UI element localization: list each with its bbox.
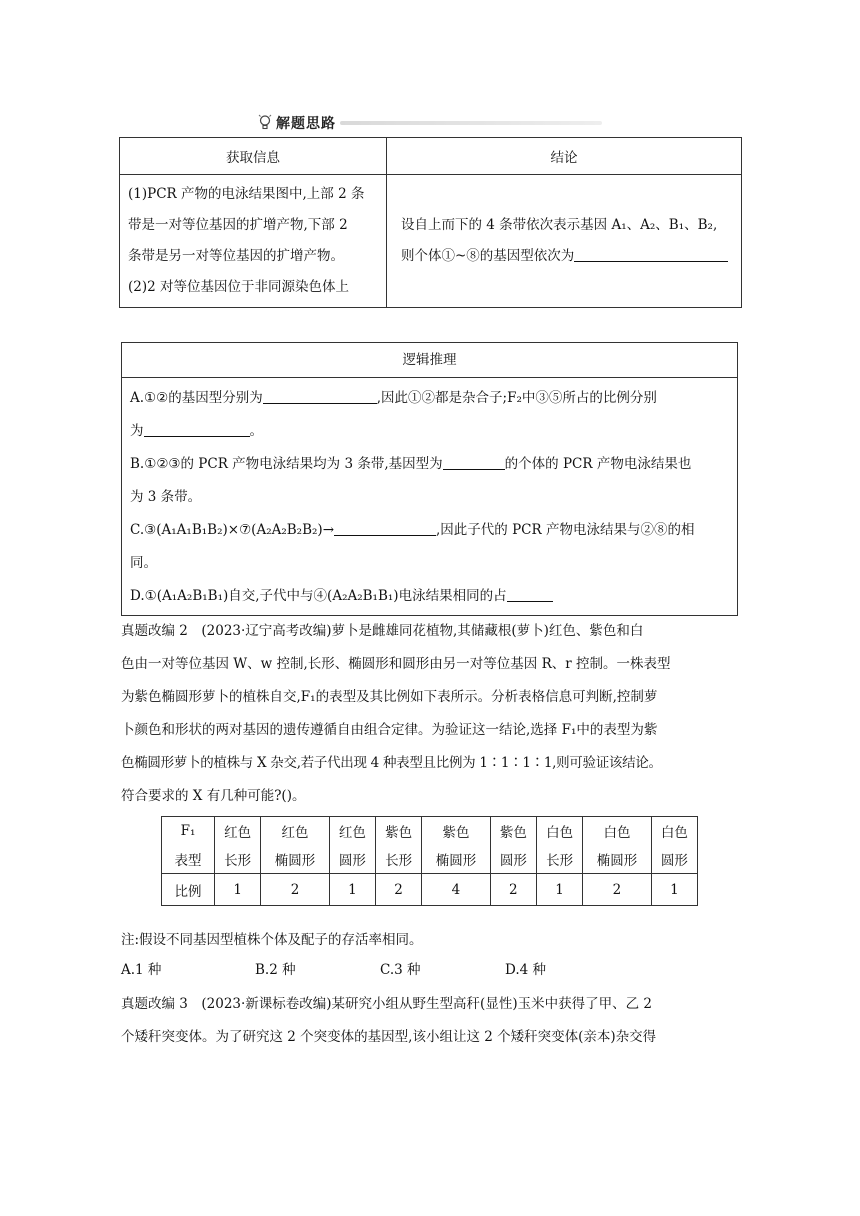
row-header: F₁ <box>162 817 215 846</box>
answer-blank[interactable] <box>263 389 377 404</box>
question-line: 个矮秆突变体。为了研究这 2 个突变体的基因型,该小组让这 2 个矮秆突变体(亲本)杂交得 <box>121 1029 657 1045</box>
color-cell: 红色 <box>215 817 261 846</box>
ratio-table-shape-row <box>162 845 698 874</box>
ratio-cell: 1 <box>651 874 697 906</box>
question-3 <box>121 988 739 1054</box>
logic-item-b-cont: 为 3 条带。 <box>130 489 202 505</box>
info-line: (2)2 对等位基因位于非同源染色体上 <box>128 279 350 295</box>
conclusion-cell <box>387 175 742 308</box>
shape-cell: 长形 <box>375 845 421 874</box>
answer-options <box>121 958 546 978</box>
logic-text: ,因此①②都是杂合子;F₂中③⑤所占的比例分别 <box>376 390 657 406</box>
shape-cell: 长形 <box>215 845 261 874</box>
answer-blank[interactable] <box>507 587 553 602</box>
color-cell: 白色 <box>536 817 582 846</box>
logic-box-body <box>122 378 737 615</box>
logic-text: ,因此子代的 PCR 产物电泳结果与②⑧的相 <box>436 522 695 538</box>
question-line: 色由一对等位基因 W、w 控制,长形、椭圆形和圆形由另一对等位基因 R、r 控制。一株表型 <box>121 656 671 672</box>
info-table-header-row <box>120 138 742 175</box>
question-line: 为紫色椭圆形萝卜的植株自交,F₁的表型及其比例如下表所示。分析表格信息可判断,控制萝 <box>121 689 658 705</box>
answer-blank[interactable] <box>443 455 505 470</box>
logic-item-c-cont: 同。 <box>130 555 157 571</box>
question-line: 色椭圆形萝卜的植株与 X 杂交,若子代出现 4 种表型且比例为 1∶1∶1∶1,则可验证该结论。 <box>121 755 662 771</box>
ratio-cell: 1 <box>215 874 261 906</box>
logic-text: D.①(A₁A₂B₁B₁)自交,子代中与④(A₂A₂B₁B₁)电泳结果相同的占 <box>130 588 507 604</box>
ratio-table-color-row <box>162 817 698 846</box>
logic-text: 。 <box>249 423 263 439</box>
color-cell: 紫色 <box>375 817 421 846</box>
option-b[interactable]: B.2 种 <box>255 962 296 978</box>
color-cell: 白色 <box>651 817 697 846</box>
question-2 <box>121 615 739 813</box>
info-table <box>119 137 742 308</box>
section-title: 解题思路 <box>276 116 336 132</box>
section-divider <box>340 121 602 125</box>
logic-item-d <box>130 580 727 613</box>
logic-text: A.①②的基因型分别为 <box>130 390 263 406</box>
logic-item-a-cont <box>130 415 727 448</box>
lightbulb-icon <box>258 114 272 132</box>
color-cell: 白色 <box>583 817 652 846</box>
row-header: 表型 <box>162 845 215 874</box>
logic-text: 的个体的 PCR 产物电泳结果也 <box>504 456 692 472</box>
ratio-table-ratio-row <box>162 874 698 906</box>
logic-text: 为 <box>130 423 144 439</box>
shape-cell: 椭圆形 <box>583 845 652 874</box>
info-cell <box>120 175 387 308</box>
ratio-cell: 1 <box>536 874 582 906</box>
info-line: 带是一对等位基因的扩增产物,下部 2 <box>128 217 348 233</box>
row-header: 比例 <box>162 874 215 906</box>
logic-box-title: 逻辑推理 <box>122 343 737 378</box>
option-d[interactable]: D.4 种 <box>505 962 547 978</box>
note: 注:假设不同基因型植株个体及配子的存活率相同。 <box>121 932 423 948</box>
ratio-cell: 4 <box>422 874 491 906</box>
shape-cell: 圆形 <box>329 845 375 874</box>
question-line: 卜颜色和形状的两对基因的遗传遵循自由组合定律。为验证这一结论,选择 F₁中的表型为紫 <box>121 722 658 738</box>
answer-blank[interactable] <box>574 247 728 262</box>
option-a[interactable]: A.1 种 <box>121 962 162 978</box>
conclusion-header: 结论 <box>387 138 742 175</box>
ratio-table <box>161 816 698 906</box>
conclusion-line: 设自上而下的 4 条带依次表示基因 A₁、A₂、B₁、B₂, <box>401 217 718 233</box>
info-table-row <box>120 175 742 308</box>
color-cell: 紫色 <box>422 817 491 846</box>
ratio-cell: 2 <box>490 874 536 906</box>
question-line: 符合要求的 X 有几种可能?()。 <box>121 788 306 804</box>
question-line: 真题改编 2 (2023·辽宁高考改编)萝卜是雌雄同花植物,其储藏根(萝卜)红色、紫色和白 <box>121 623 644 639</box>
ratio-cell: 2 <box>375 874 421 906</box>
question-line: 真题改编 3 (2023·新课标卷改编)某研究小组从野生型高秆(显性)玉米中获得了甲、乙 2 <box>121 996 652 1012</box>
logic-item-a <box>130 382 727 415</box>
info-line: 条带是另一对等位基因的扩增产物。 <box>128 248 344 264</box>
shape-cell: 椭圆形 <box>261 845 330 874</box>
shape-cell: 椭圆形 <box>422 845 491 874</box>
info-line: (1)PCR 产物的电泳结果图中,上部 2 条 <box>128 186 365 202</box>
shape-cell: 圆形 <box>651 845 697 874</box>
section-badge <box>258 112 336 134</box>
logic-text: C.③(A₁A₁B₁B₂)×⑦(A₂A₂B₂B₂)→ <box>130 522 335 538</box>
conclusion-text: 则个体①~⑧的基因型依次为 <box>401 248 575 264</box>
option-c[interactable]: C.3 种 <box>380 962 421 978</box>
logic-item-b <box>130 448 727 481</box>
info-header: 获取信息 <box>120 138 387 175</box>
ratio-cell: 2 <box>583 874 652 906</box>
ratio-cell: 1 <box>329 874 375 906</box>
shape-cell: 圆形 <box>490 845 536 874</box>
color-cell: 红色 <box>329 817 375 846</box>
logic-box <box>121 342 738 616</box>
conclusion-line <box>401 241 737 272</box>
logic-item-c <box>130 514 727 547</box>
logic-text: B.①②③的 PCR 产物电泳结果均为 3 条带,基因型为 <box>130 456 443 472</box>
color-cell: 红色 <box>261 817 330 846</box>
answer-blank[interactable] <box>334 521 436 536</box>
ratio-cell: 2 <box>261 874 330 906</box>
shape-cell: 长形 <box>536 845 582 874</box>
color-cell: 紫色 <box>490 817 536 846</box>
answer-blank[interactable] <box>144 422 250 437</box>
